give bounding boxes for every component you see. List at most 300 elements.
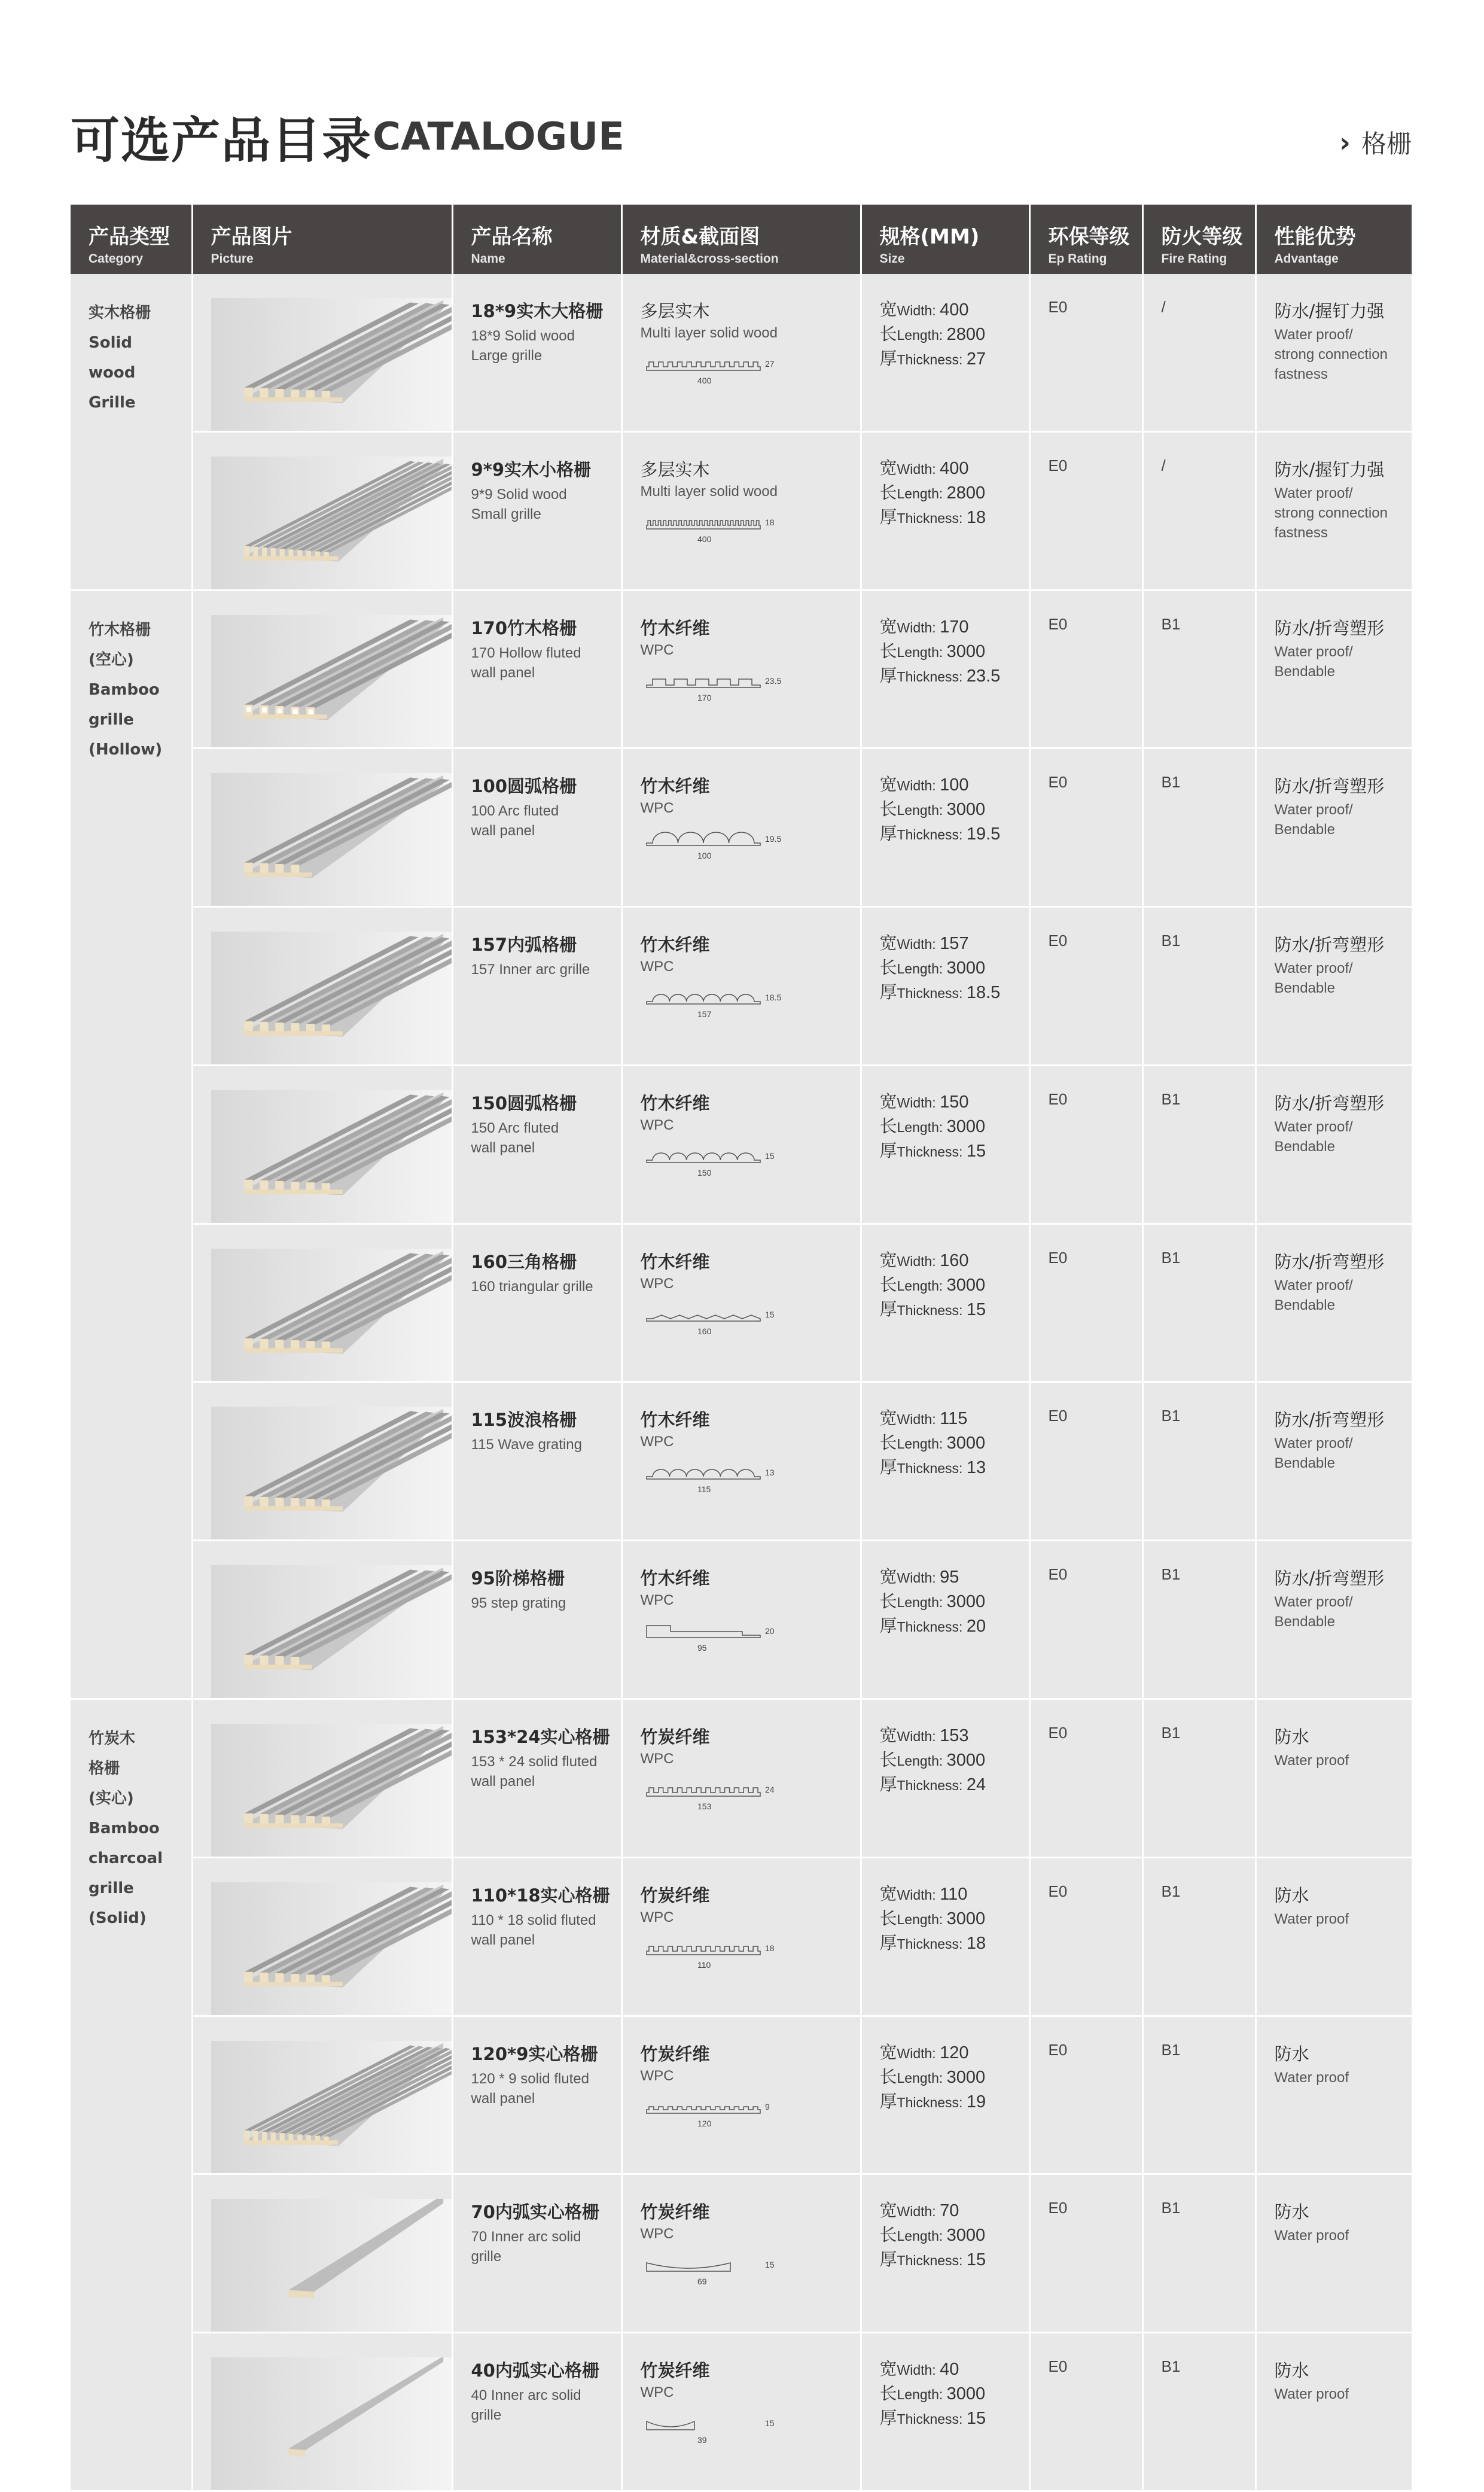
- product-name-en: 160 triangular grille: [471, 1278, 593, 1295]
- spec-length: [880, 322, 1029, 347]
- fire-rating: B1: [1161, 1407, 1181, 1425]
- header-en: Category: [89, 252, 144, 266]
- spec-thickness-value: 18: [966, 1933, 986, 1953]
- material-en: WPC: [640, 1116, 674, 1133]
- product-name-cell: [452, 431, 621, 590]
- material-cn: 竹木纤维: [640, 776, 710, 797]
- product-name-cn: 115波浪格栅: [471, 1410, 577, 1431]
- product-image: [211, 932, 452, 1064]
- material-cn: 竹木纤维: [640, 1568, 710, 1589]
- material-cell: [621, 748, 861, 907]
- fire-rating: /: [1161, 456, 1166, 474]
- spec-length-en: Length:: [897, 485, 947, 501]
- fire-rating: B1: [1161, 1882, 1181, 1900]
- advantage-en: Water proof/ Bendable: [1274, 643, 1353, 680]
- spec-length-en: Length:: [897, 327, 947, 343]
- cross-section-profile: [647, 1469, 760, 1479]
- advantage-cell: [1256, 590, 1412, 748]
- size-cell: [861, 274, 1029, 431]
- category-cell: [71, 590, 192, 1699]
- product-image: [211, 1249, 452, 1382]
- ep-rating: E0: [1048, 1248, 1068, 1267]
- spec-length-value: 2800: [946, 483, 986, 503]
- section-width-label: 400: [697, 376, 711, 385]
- spec-thickness-value: 15: [966, 2409, 986, 2429]
- spec-width-cn: 宽: [879, 2043, 897, 2062]
- advantage-en: Water proof/ Bendable: [1274, 1277, 1353, 1313]
- spec-width-value: 70: [940, 2201, 959, 2221]
- product-name-en: 9*9 Solid wood Small grille: [471, 486, 567, 522]
- spec-thickness-cn: 厚: [879, 1300, 897, 1319]
- advantage-cell: [1256, 1541, 1412, 1699]
- product-picture: [192, 1382, 452, 1541]
- product-name-cell: [452, 907, 621, 1066]
- cross-section-profile: [647, 1315, 760, 1321]
- spec-thickness-value: 23.5: [966, 666, 1001, 686]
- spec-width-cn: 宽: [879, 2201, 897, 2221]
- cross-section-profile: [647, 1626, 760, 1638]
- spec-thickness: [880, 2090, 1029, 2114]
- spec-width-value: 120: [940, 2043, 969, 2062]
- spec-length-en: Length:: [897, 1119, 947, 1135]
- spec-length-en: Length:: [897, 644, 947, 660]
- spec-width-en: Width:: [897, 2045, 940, 2061]
- section-thickness-label: 27: [764, 359, 775, 369]
- material-cn: 竹木纤维: [640, 935, 710, 956]
- breadcrumb[interactable]: [1339, 124, 1412, 160]
- material-en: Multi layer solid wood: [640, 483, 778, 500]
- spec-length-cn: 长: [879, 1751, 897, 1770]
- catalogue-table: [71, 205, 1412, 2492]
- section-thickness-label: 15: [764, 1309, 775, 1319]
- section-width-label: 95: [697, 1643, 707, 1653]
- spec-thickness-en: Thickness:: [897, 2411, 967, 2427]
- ep-rating-cell: [1029, 1382, 1142, 1541]
- header-cn: 产品类型: [89, 225, 170, 249]
- spec-thickness-cn: 厚: [879, 666, 897, 686]
- spec-width-en: Width:: [897, 936, 940, 953]
- category-cn: 竹炭木 格栅 (实心): [89, 1730, 136, 1808]
- cross-section-diagram: [641, 2093, 796, 2131]
- category-cn: 实木格栅: [89, 304, 151, 322]
- spec-thickness: [880, 1139, 1029, 1164]
- cross-section-diagram: [641, 984, 796, 1022]
- material-cell: [621, 274, 861, 431]
- header-en: Fire Rating: [1161, 252, 1227, 266]
- advantage-en: Water proof/ Bendable: [1274, 802, 1353, 838]
- product-picture: [192, 907, 452, 1066]
- product-name-cell: [452, 1224, 621, 1382]
- spec-width-cn: 宽: [879, 934, 897, 954]
- spec-length: [880, 640, 1029, 664]
- spec-thickness-en: Thickness:: [897, 668, 967, 684]
- material-cn: 竹炭纤维: [640, 2360, 710, 2381]
- section-thickness-label: 18: [764, 1943, 775, 1953]
- spec-length: [880, 2382, 1029, 2406]
- product-picture: [192, 431, 452, 590]
- header-material: [621, 205, 861, 274]
- cross-section-diagram: [641, 350, 796, 388]
- material-cell: [621, 431, 861, 590]
- fire-rating-cell: [1142, 907, 1256, 1066]
- material-cell: [621, 1699, 861, 1858]
- spec-length: [880, 1590, 1029, 1614]
- product-picture: [192, 748, 452, 907]
- spec-width-value: 157: [940, 934, 969, 954]
- spec-thickness-cn: 厚: [879, 1458, 897, 1478]
- product-picture: [192, 2174, 452, 2333]
- section-width-label: 157: [697, 1009, 711, 1020]
- product-name-cn: 100圆弧格栅: [471, 776, 577, 797]
- spec-thickness: [880, 822, 1029, 847]
- advantage-cn: 防水/折弯塑形: [1274, 1410, 1385, 1431]
- section-thickness-label: 18: [764, 517, 775, 527]
- spec-thickness-cn: 厚: [879, 983, 897, 1003]
- product-picture: [192, 1065, 452, 1224]
- cross-section-profile: [647, 994, 760, 1004]
- material-en: Multi layer solid wood: [640, 325, 778, 341]
- cross-section-diagram: [641, 509, 796, 547]
- product-name-cell: [452, 1541, 621, 1699]
- ep-rating: E0: [1048, 2199, 1068, 2217]
- spec-length-cn: 长: [879, 1116, 897, 1136]
- product-image: [211, 1090, 452, 1223]
- spec-width-cn: 宽: [879, 775, 897, 795]
- advantage-en: Water proof/ Bendable: [1274, 1435, 1353, 1472]
- fire-rating: B1: [1161, 1248, 1181, 1267]
- spec-width-en: Width:: [897, 1094, 940, 1110]
- advantage-en: Water proof/ Bendable: [1274, 960, 1353, 997]
- spec-width-cn: 宽: [879, 1884, 897, 1904]
- spec-length-cn: 长: [879, 2226, 897, 2245]
- product-image: [211, 457, 452, 589]
- spec-thickness-value: 18.5: [966, 983, 1001, 1003]
- spec-width-en: Width:: [897, 303, 940, 318]
- material-cell: [621, 1065, 861, 1224]
- cross-section-profile: [647, 2263, 730, 2271]
- fire-rating-cell: [1142, 274, 1256, 431]
- table-row: [71, 907, 1412, 1066]
- product-image: [211, 2041, 452, 2174]
- table-row: [71, 1382, 1412, 1541]
- advantage-cn: 防水: [1274, 2043, 1309, 2064]
- cross-section-diagram: [641, 1934, 796, 1973]
- table-row: [71, 1065, 1412, 1224]
- size-cell: [861, 907, 1029, 1066]
- fire-rating-cell: [1142, 1224, 1256, 1382]
- advantage-cell: [1256, 748, 1412, 907]
- fire-rating-cell: [1142, 2174, 1256, 2333]
- spec-thickness: [880, 1931, 1029, 1956]
- product-name-cell: [452, 1065, 621, 1224]
- material-cn: 竹炭纤维: [640, 2043, 710, 2064]
- product-name-cn: 160三角格栅: [471, 1251, 577, 1272]
- cross-section-profile: [647, 1153, 760, 1163]
- header-name: [452, 205, 621, 274]
- ep-rating: E0: [1048, 2040, 1068, 2059]
- spec-length-value: 3000: [946, 1751, 986, 1770]
- spec-length: [880, 798, 1029, 822]
- ep-rating-cell: [1029, 2016, 1142, 2174]
- header-en: Picture: [211, 252, 254, 266]
- spec-thickness-value: 27: [966, 349, 986, 369]
- section-width-label: 120: [697, 2118, 711, 2128]
- fire-rating: B1: [1161, 1565, 1181, 1584]
- spec-thickness: [880, 1614, 1029, 1639]
- product-name-en: 110 * 18 solid fluted wall panel: [471, 1912, 596, 1948]
- fire-rating: B1: [1161, 2357, 1181, 2376]
- spec-width-cn: 宽: [879, 1568, 897, 1587]
- header-en: Size: [879, 252, 905, 266]
- chevron-right-icon: ›: [1339, 126, 1351, 159]
- spec-width-en: Width:: [897, 1570, 940, 1586]
- spec-length-en: Length:: [897, 1911, 947, 1927]
- product-name-cell: [452, 2174, 621, 2333]
- spec-thickness-value: 18: [966, 507, 986, 527]
- material-cn: 竹炭纤维: [640, 2202, 710, 2223]
- table-header-row: [71, 205, 1412, 274]
- ep-rating: E0: [1048, 773, 1068, 792]
- product-name-cn: 150圆弧格栅: [471, 1093, 577, 1113]
- spec-width: [880, 1724, 1029, 1748]
- spec-thickness: [880, 1298, 1029, 1322]
- breadcrumb-label: 格栅: [1361, 129, 1412, 159]
- category-cell: [71, 1699, 192, 2491]
- spec-thickness-value: 24: [966, 1775, 986, 1795]
- product-name-en: 40 Inner arc solid grille: [471, 2387, 581, 2424]
- product-image: [211, 1407, 452, 1539]
- spec-width-cn: 宽: [879, 1092, 897, 1112]
- category-en: Solid wood Grille: [89, 334, 136, 412]
- advantage-en: Water proof/ strong connection fastness: [1274, 485, 1388, 541]
- cross-section-diagram: [641, 2409, 796, 2448]
- spec-thickness-cn: 厚: [879, 2409, 897, 2429]
- product-name-cn: 110*18实心格栅: [471, 1885, 610, 1906]
- spec-length: [880, 956, 1029, 981]
- spec-length-value: 3000: [946, 1434, 986, 1453]
- header-cn: 产品图片: [211, 225, 292, 249]
- product-name-cell: [452, 274, 621, 431]
- product-image: [211, 1724, 452, 1857]
- spec-width-cn: 宽: [879, 1726, 897, 1746]
- advantage-cell: [1256, 2333, 1412, 2491]
- table-row: [71, 431, 1412, 590]
- fire-rating: B1: [1161, 932, 1181, 950]
- spec-length-value: 3000: [946, 1275, 986, 1295]
- spec-length: [880, 1907, 1029, 1931]
- table-row: [71, 590, 1412, 748]
- advantage-cn: 防水/折弯塑形: [1274, 617, 1385, 638]
- page-title-cn: 可选产品目录: [71, 112, 373, 169]
- product-name-cell: [452, 2333, 621, 2491]
- advantage-cn: 防水: [1274, 1885, 1309, 1906]
- advantage-cn: 防水/折弯塑形: [1274, 1568, 1385, 1589]
- spec-width-value: 150: [940, 1092, 969, 1112]
- spec-length: [880, 1273, 1029, 1298]
- spec-length: [880, 2223, 1029, 2248]
- fire-rating: B1: [1161, 1724, 1181, 1742]
- section-thickness-label: 20: [764, 1626, 775, 1636]
- material-cell: [621, 1857, 861, 2016]
- product-image: [211, 615, 452, 748]
- material-en: WPC: [640, 641, 674, 658]
- product-name-cn: 120*9实心格栅: [471, 2043, 598, 2064]
- advantage-cn: 防水/折弯塑形: [1274, 1251, 1385, 1272]
- cross-section-diagram: [641, 1301, 796, 1339]
- product-name-en: 95 step grating: [471, 1595, 566, 1612]
- table-row: [71, 1541, 1412, 1699]
- fire-rating: B1: [1161, 614, 1181, 633]
- ep-rating: E0: [1048, 1882, 1068, 1900]
- spec-thickness: [880, 2248, 1029, 2272]
- spec-width-en: Width:: [897, 619, 940, 635]
- spec-thickness-en: Thickness:: [897, 1143, 967, 1160]
- section-thickness-label: 15: [764, 2260, 775, 2270]
- spec-thickness-cn: 厚: [879, 1775, 897, 1795]
- product-name-en: 18*9 Solid wood Large grille: [471, 328, 575, 364]
- fire-rating-cell: [1142, 1382, 1256, 1541]
- table-row: [71, 748, 1412, 907]
- product-name-cell: [452, 1857, 621, 2016]
- cross-section-profile: [647, 2421, 694, 2430]
- material-en: WPC: [640, 2067, 674, 2084]
- advantage-cell: [1256, 1699, 1412, 1858]
- ep-rating: E0: [1048, 456, 1068, 474]
- cross-section-diagram: [641, 2251, 796, 2289]
- product-name-en: 115 Wave grating: [471, 1437, 582, 1453]
- spec-length: [880, 2065, 1029, 2090]
- ep-rating-cell: [1029, 907, 1142, 1066]
- section-thickness-label: 23.5: [764, 676, 781, 686]
- product-name-cn: 40内弧实心格栅: [471, 2360, 599, 2381]
- category-cell: [71, 274, 192, 590]
- spec-width: [880, 1565, 1029, 1590]
- spec-thickness-value: 15: [966, 1141, 986, 1161]
- advantage-en: Water proof: [1274, 1752, 1349, 1769]
- spec-thickness-cn: 厚: [879, 349, 897, 369]
- table-row: [71, 1857, 1412, 2016]
- product-name-cn: 70内弧实心格栅: [471, 2202, 599, 2223]
- header-fire-rating: [1142, 205, 1256, 274]
- section-thickness-label: 9: [764, 2101, 770, 2111]
- spec-thickness-cn: 厚: [879, 507, 897, 527]
- product-name-cell: [452, 1382, 621, 1541]
- header-en: Ep Rating: [1048, 252, 1107, 266]
- product-picture: [192, 1224, 452, 1382]
- size-cell: [861, 590, 1029, 748]
- spec-width-value: 400: [940, 458, 969, 478]
- spec-width-cn: 宽: [879, 1409, 897, 1429]
- ep-rating-cell: [1029, 2333, 1142, 2491]
- product-name-cn: 18*9实木大格栅: [471, 301, 604, 321]
- spec-width-en: Width:: [897, 461, 940, 477]
- spec-length: [880, 1431, 1029, 1456]
- ep-rating-cell: [1029, 590, 1142, 748]
- ep-rating-cell: [1029, 431, 1142, 590]
- section-thickness-label: 13: [764, 1468, 775, 1478]
- spec-thickness-en: Thickness:: [897, 352, 967, 367]
- table-row: [71, 274, 1412, 431]
- spec-length-value: 3000: [946, 2226, 986, 2245]
- size-cell: [861, 2016, 1029, 2174]
- spec-width-en: Width:: [897, 778, 940, 794]
- spec-thickness-cn: 厚: [879, 824, 897, 844]
- fire-rating-cell: [1142, 1541, 1256, 1699]
- product-name-en: 120 * 9 solid fluted wall panel: [471, 2070, 589, 2107]
- advantage-cn: 防水/折弯塑形: [1274, 1093, 1385, 1113]
- advantage-en: Water proof: [1274, 2386, 1349, 2403]
- material-cn: 多层实木: [640, 301, 710, 321]
- spec-width-en: Width:: [897, 2362, 940, 2378]
- spec-thickness-value: 19.5: [966, 824, 1001, 844]
- cross-section-profile: [647, 832, 760, 845]
- product-name-en: 150 Arc fluted wall panel: [471, 1119, 559, 1156]
- spec-thickness-cn: 厚: [879, 2250, 897, 2270]
- size-cell: [861, 1224, 1029, 1382]
- material-cell: [621, 2174, 861, 2333]
- spec-length-en: Length:: [897, 2387, 947, 2403]
- spec-width: [880, 1882, 1029, 1907]
- fire-rating-cell: [1142, 748, 1256, 907]
- spec-width-value: 115: [940, 1409, 968, 1429]
- spec-thickness-en: Thickness:: [897, 2094, 967, 2110]
- spec-thickness: [880, 347, 1029, 372]
- ep-rating-cell: [1029, 1857, 1142, 2016]
- material-en: WPC: [640, 1434, 674, 1450]
- fire-rating: B1: [1161, 2040, 1181, 2059]
- product-name-cell: [452, 590, 621, 748]
- spec-length-cn: 长: [879, 2067, 897, 2087]
- spec-thickness: [880, 664, 1029, 689]
- header-ep-rating: [1029, 205, 1142, 274]
- table-row: [71, 1699, 1412, 1858]
- advantage-cn: 防水/握钉力强: [1274, 459, 1385, 480]
- fire-rating-cell: [1142, 1065, 1256, 1224]
- spec-length-cn: 长: [879, 1434, 897, 1453]
- header-picture: [192, 205, 452, 274]
- cross-section-profile: [647, 362, 760, 370]
- product-name-cn: 170竹木格栅: [471, 617, 577, 638]
- cross-section-diagram: [641, 825, 796, 863]
- category-en: Bamboo charcoal grille (Solid): [89, 1819, 163, 1928]
- spec-width: [880, 2041, 1029, 2065]
- spec-width-value: 40: [940, 2360, 959, 2380]
- product-name-en: 100 Arc fluted wall panel: [471, 803, 559, 839]
- size-cell: [861, 1382, 1029, 1541]
- product-picture: [192, 1857, 452, 2016]
- product-image: [211, 773, 452, 906]
- section-thickness-label: 19.5: [764, 834, 781, 844]
- page-header: [71, 102, 1412, 168]
- table-row: [71, 2333, 1412, 2491]
- spec-width: [880, 932, 1029, 956]
- ep-rating: E0: [1048, 1565, 1068, 1584]
- cross-section-diagram: [641, 667, 796, 705]
- table-row: [71, 2016, 1412, 2174]
- spec-length-en: Length:: [897, 961, 947, 977]
- advantage-cell: [1256, 1857, 1412, 2016]
- spec-length-cn: 长: [879, 1909, 897, 1928]
- header-en: Material&cross-section: [640, 252, 779, 266]
- cross-section-diagram: [641, 1617, 796, 1656]
- cross-section-profile: [647, 2107, 760, 2113]
- material-cell: [621, 907, 861, 1066]
- size-cell: [861, 1541, 1029, 1699]
- material-en: WPC: [640, 2226, 674, 2243]
- material-cell: [621, 2016, 861, 2174]
- section-width-label: 160: [697, 1326, 711, 1336]
- ep-rating: E0: [1048, 1407, 1068, 1425]
